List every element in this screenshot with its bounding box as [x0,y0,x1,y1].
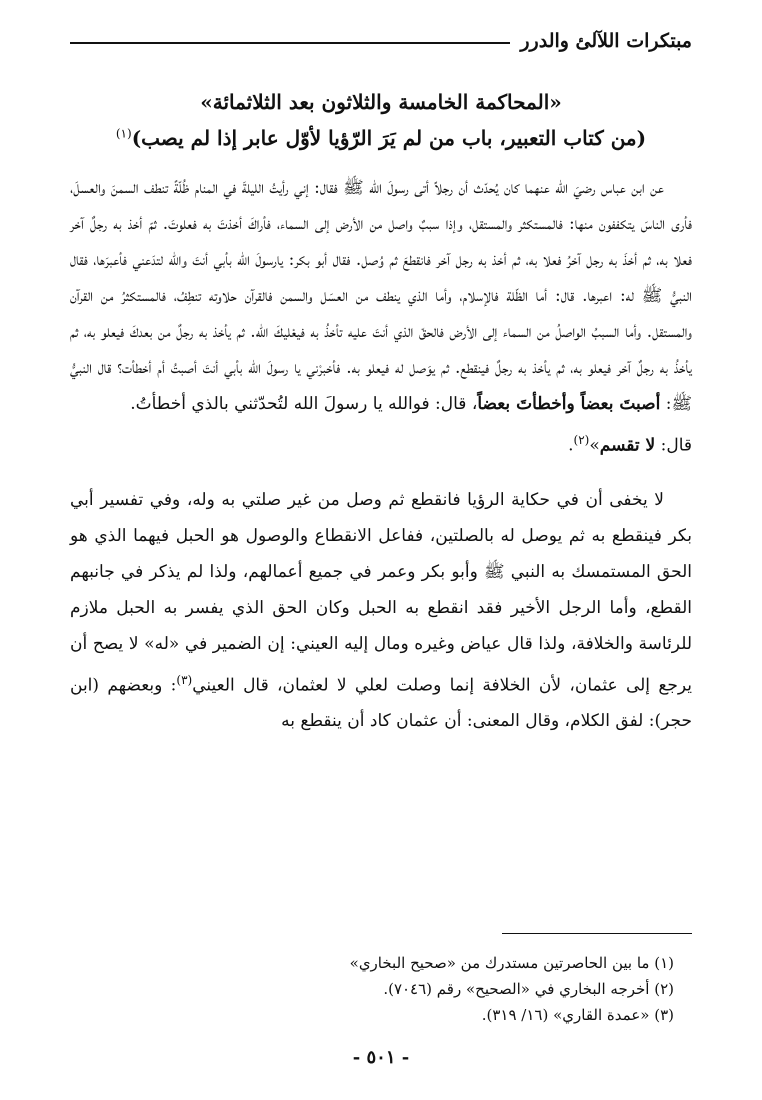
footnote-rule [502,933,692,934]
footnotes [70,950,692,1028]
hadith-tail: ، قال: فوالله يا رسولَ الله لتُحدّثني بالذي أخطأتُ. [130,394,478,414]
chapter-title: «المحاكمة الخامسة والثلاثون بعد الثلاثمائة» [200,90,562,114]
main-text [70,170,692,739]
commentary-paragraph [70,482,692,740]
footnote-ref-2: (٢) [573,433,590,447]
commentary-tail: : وبعضهم (ابن حجر): لفق الكلام، وقال المعنى: أن عثمان كاد أن ينقطع به [70,675,692,732]
qasam-lead: قال: [660,435,692,456]
commentary-text: لا يخفى أن في حكاية الرؤيا فانقطع ثم وصل من غير صلتي به وله، وفي تفسير أبي بكر فينقطع به ثم يوصل له بالصلتين، ففاعل الانقطاع والوصول هو الحبل فيهما الذي هو الحق المستمسك به النبي ﷺ وأبو بكر وعمر في جميع أعمالهم، ولذا لم يذكر في جانبهم القطع، وأما الرجل الأخير فقد انقطع به الحبل وكان الحق الذي يفسر به الحبل ملازم للرئاسة والخلافة، ولذا قال عياض وغيره ومال إليه العيني: إن الضمير في «له» لا يصح أن يرجع إلى عثمان، لأن الخلافة إنما وصلت لعلي لا لعثمان، قال العيني [70,489,692,696]
page-number: - ٥٠١ - [352,1047,410,1068]
qasam-line: قال: لا تقسم»$^{(٢)}$. [568,433,692,456]
source-line [70,126,692,150]
paragraph-gap [70,464,692,482]
running-head-title: مبتكرات اللآلئ والدرر [520,30,692,52]
hadith-paragraph [70,170,692,422]
running-head [70,30,692,52]
bold-phrase: أصبتَ بعضاً وأخطأتَ بعضاً [477,394,661,414]
qasam-tail: » [589,435,600,456]
running-head-rule [70,42,510,44]
footnote-3: (٣) «عمدة القاري» (١٦/ ٣١٩). [481,1006,674,1024]
source-text: (من كتاب التعبير، باب من لم يَرَ الرّؤيا لأوّل عابر إذا لم يصب) [131,126,647,150]
qasam-bold: لا تقسم [599,435,656,456]
footnote-1: (١) ما بين الحاصرتين مستدرك من «صحيح البخاري» [349,954,674,972]
footnote-ref-3: (٣) [176,672,193,687]
hadith-text: عن ابن عباس رضيَ الله عنهما كان يُحدّث أن رجلاً أتى رسولَ الله ﷺ فقال: إني رأيتُ الليلةَ في المنام ظُلّةً تنطف السمنَ والعسلَ، فأرى الناسَ يتكففون منها: فالمستكثر والمستقل، وإذا سببٌ واصل من الأرض إلى السماء، فأراكَ أخذتَ به فعلوتَ. ثمّ أخذ به رجلٌ آخر فعلا به، ثم أخذَ به رجل آخرُ فعلا به، ثم أخذ به رجل آخر فانقطعَ ثم وُصل. فقال أبو بكر: يارسولَ الله بأبي أنتَ والله لتدَعني فأعبرَها، فقال النبيُّ ﷺ له: اعبرها. قال: أما الظّلة فالإسلام، وأما الذي ينطف من العسَل والسمن فالقرآن حلاوته تنطِفُ، فالمستكثرُ من القرآن والمستقل. وأما السببُ الواصلُ من السماء إلى الأرض فالحقّ الذي أنتَ عليه تأخذُ به فيعْليكَ الله. ثم يأخذ به رجلٌ من بعدكَ فيعلو به، ثم يأخذُ به رجلٌ آخر فيعلو به، ثم يأخذ به رجلٌ فينقطع. ثم يوَصل له فيعلو به. فأخبرْني يا رسولَ الله بأبي أنتَ أصبتُ أم أخطأت؟ قال النبيُّ ﷺ: [70,178,692,414]
footnote-2: (٢) أخرجه البخاري في «الصحيح» رقم (٧٠٤٦). [383,980,674,998]
footnote-ref-1: (١) [115,126,132,141]
